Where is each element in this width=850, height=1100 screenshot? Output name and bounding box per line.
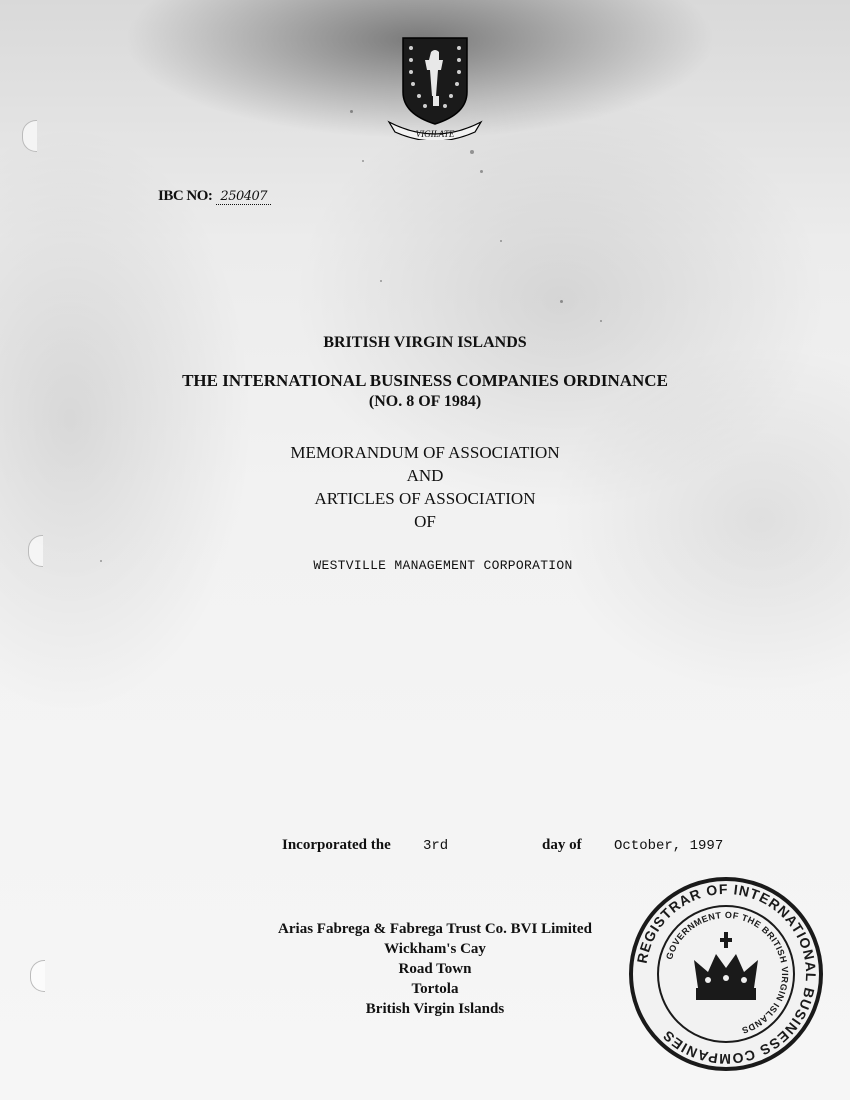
crest-motto: VIGILATE bbox=[415, 129, 455, 139]
ibc-number-line bbox=[158, 188, 271, 205]
company-name: WESTVILLE MANAGEMENT CORPORATION bbox=[313, 558, 573, 573]
agent-island: Tortola bbox=[411, 981, 459, 997]
speck bbox=[560, 300, 563, 303]
ordinance-number: (NO. 8 OF 1984) bbox=[368, 393, 482, 410]
speck bbox=[600, 320, 602, 322]
of-heading: OF bbox=[414, 512, 436, 531]
registered-agent-address bbox=[258, 919, 612, 1019]
incorporated-label: Incorporated the bbox=[282, 837, 391, 853]
seal-outer-text: REGISTRAR OF INTERNATIONAL BUSINESS COMPANIES bbox=[633, 880, 820, 1068]
speck bbox=[380, 280, 382, 282]
memorandum-heading: MEMORANDUM OF ASSOCIATION bbox=[290, 443, 560, 462]
ordinance-heading: THE INTERNATIONAL BUSINESS COMPANIES ORDINANCE bbox=[182, 371, 668, 390]
articles-heading: ARTICLES OF ASSOCIATION bbox=[314, 489, 536, 508]
and-heading: AND bbox=[406, 466, 444, 485]
agent-country: British Virgin Islands bbox=[365, 1001, 505, 1017]
agent-town: Road Town bbox=[398, 961, 472, 977]
country-heading: BRITISH VIRGIN ISLANDS bbox=[323, 334, 527, 351]
agent-name: Arias Fabrega & Fabrega Trust Co. BVI Limited bbox=[278, 921, 592, 937]
bvi-coat-of-arms bbox=[385, 36, 485, 140]
registrar-seal bbox=[628, 876, 824, 1072]
punch-hole bbox=[22, 120, 37, 152]
punch-hole bbox=[30, 960, 45, 992]
seal-inner-text: GOVERNMENT OF THE BRITISH VIRGIN ISLANDS bbox=[664, 909, 791, 1036]
ibc-number: 250407 bbox=[216, 189, 271, 205]
incorporation-day: 3rd bbox=[423, 838, 449, 854]
speck bbox=[500, 240, 502, 242]
incorporation-month-year: October, 1997 bbox=[614, 838, 724, 854]
agent-street: Wickham's Cay bbox=[384, 941, 486, 957]
speck bbox=[480, 170, 483, 173]
ibc-label: IBC NO: bbox=[158, 188, 213, 204]
day-of-label: day of bbox=[542, 837, 582, 853]
speck bbox=[350, 110, 353, 113]
speck bbox=[470, 150, 474, 154]
speck bbox=[362, 160, 364, 162]
